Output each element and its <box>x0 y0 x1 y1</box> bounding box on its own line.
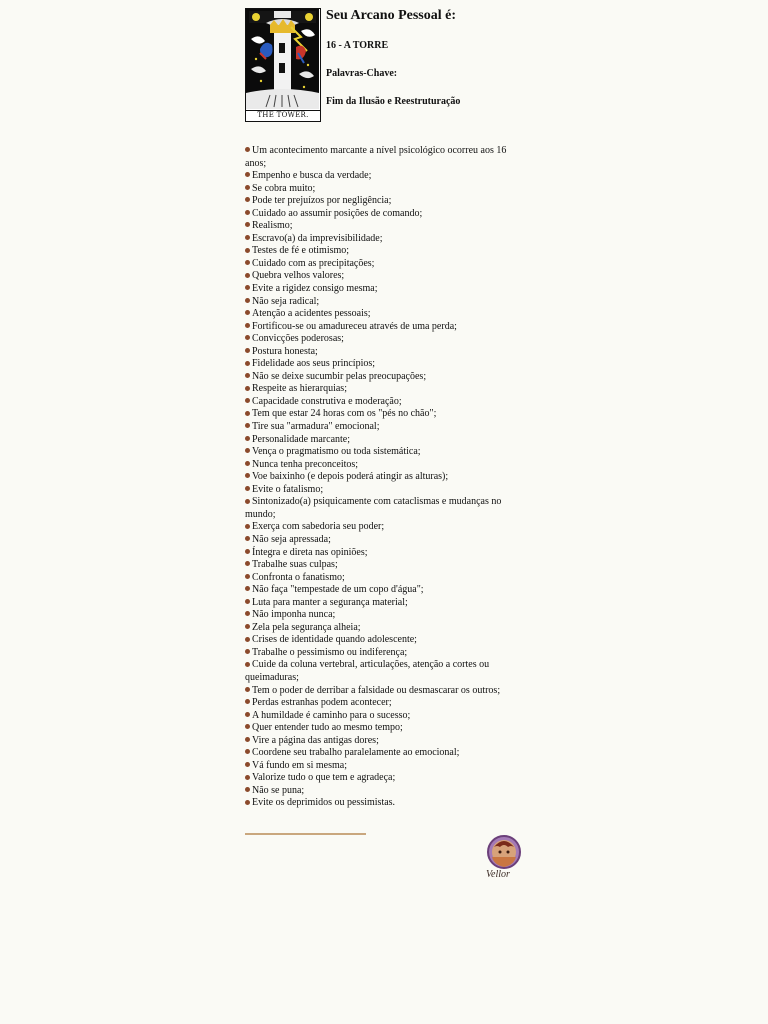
bullet-icon <box>245 222 250 227</box>
list-item-text: Voe baixinho (e depois poderá atingir as alturas); <box>252 471 449 483</box>
bullet-icon <box>245 712 250 717</box>
list-item-text: Não se puna; <box>252 784 305 796</box>
bullet-icon <box>245 473 250 478</box>
list-item <box>245 308 525 321</box>
list-item-text: Personalidade marcante; <box>252 433 351 445</box>
bullet-icon <box>245 687 250 692</box>
list-item <box>245 785 525 798</box>
list-item <box>245 183 525 196</box>
list-item-text: Um acontecimento marcante a nível psicológico ocorreu aos 16 anos; <box>245 145 507 169</box>
bullet-icon <box>245 323 250 328</box>
list-item-text: Fortificou-se ou amadureceu através de uma perda; <box>252 320 457 332</box>
list-item <box>245 396 525 409</box>
list-item <box>245 471 525 484</box>
bullet-icon <box>245 348 250 353</box>
bullet-icon <box>245 800 250 805</box>
header <box>326 8 460 124</box>
bullet-icon <box>245 185 250 190</box>
list-item-text: Evite os deprimidos ou pessimistas. <box>252 797 396 809</box>
list-item-text: Não seja apressada; <box>252 533 331 545</box>
bullet-icon <box>245 775 250 780</box>
bullet-icon <box>245 260 250 265</box>
bullet-icon <box>245 436 250 441</box>
bullet-icon <box>245 398 250 403</box>
bullet-icon <box>245 499 250 504</box>
list-item <box>245 459 525 472</box>
list-item-text: Não se deixe sucumbir pelas preocupações; <box>252 370 427 382</box>
list-item <box>245 772 525 785</box>
bullet-icon <box>245 561 250 566</box>
list-item-text: Tire sua "armadura" emocional; <box>252 421 380 433</box>
list-item-text: Exerça com sabedoria seu poder; <box>252 521 385 533</box>
list-item-text: Postura honesta; <box>252 345 318 357</box>
list-item-text: Atenção a acidentes pessoais; <box>252 308 371 320</box>
list-item-text: Empenho e busca da verdade; <box>252 170 372 182</box>
keywords-label: Palavras-Chave: <box>326 68 398 79</box>
bullet-icon <box>245 461 250 466</box>
list-item-text: Realismo; <box>252 220 293 232</box>
list-item-text: Não seja radical; <box>252 295 320 307</box>
list-item-text: Sintonizado(a) psiquicamente com cataclismas e mudanças no mundo; <box>245 496 502 520</box>
list-item-text: Respeite as hierarquias; <box>252 383 347 395</box>
list-item <box>245 609 525 622</box>
list-item-text: Não faça "tempestade de um copo d'água"; <box>252 584 424 596</box>
traits-list <box>245 145 525 810</box>
list-item <box>245 333 525 346</box>
list-item <box>245 797 525 810</box>
list-item <box>245 296 525 309</box>
bullet-icon <box>245 749 250 754</box>
page-title: Seu Arcano Pessoal é: <box>326 8 457 23</box>
bullet-icon <box>245 411 250 416</box>
list-item <box>245 521 525 534</box>
logo-signature: Vellor <box>486 869 510 880</box>
bullet-icon <box>245 762 250 767</box>
bullet-icon <box>245 335 250 340</box>
bullet-icon <box>245 285 250 290</box>
list-item <box>245 622 525 635</box>
bullet-icon <box>245 448 250 453</box>
list-item <box>245 547 525 560</box>
list-item-text: Vire a página das antigas dores; <box>252 734 379 746</box>
bullet-icon <box>245 373 250 378</box>
list-item-text: Trabalhe o pessimismo ou indiferença; <box>252 646 408 658</box>
list-item-text: Luta para manter a segurança material; <box>252 596 408 608</box>
list-item-text: Tem que estar 24 horas com os "pés no chão"; <box>252 408 437 420</box>
divider <box>245 833 366 835</box>
list-item <box>245 647 525 660</box>
list-item-text: Vença o pragmatismo ou toda sistemática; <box>252 446 421 458</box>
list-item <box>245 446 525 459</box>
vellor-seal-icon <box>484 835 524 871</box>
bullet-icon <box>245 248 250 253</box>
list-item-text: Pode ter prejuízos por negligência; <box>252 195 392 207</box>
list-item-text: Se cobra muito; <box>252 182 316 194</box>
card-title: THE TOWER. <box>246 110 320 120</box>
bullet-icon <box>245 273 250 278</box>
list-item <box>245 484 525 497</box>
list-item-text: A humildade é caminho para o sucesso; <box>252 709 411 721</box>
list-item <box>245 145 525 170</box>
list-item-text: Cuidado com as precipitações; <box>252 257 375 269</box>
list-item <box>245 572 525 585</box>
keywords: Fim da Ilusão e Reestruturação <box>326 96 461 107</box>
list-item <box>245 685 525 698</box>
list-item <box>245 358 525 371</box>
list-item-text: Valorize tudo o que tem e agradeça; <box>252 772 396 784</box>
bullet-icon <box>245 423 250 428</box>
list-item-text: Quebra velhos valores; <box>252 270 345 282</box>
tower-illustration <box>246 9 319 109</box>
list-item <box>245 170 525 183</box>
bullet-icon <box>245 574 250 579</box>
bullet-icon <box>245 662 250 667</box>
list-item-text: Cuidado ao assumir posições de comando; <box>252 207 423 219</box>
list-item-text: Escravo(a) da imprevisibilidade; <box>252 232 383 244</box>
list-item <box>245 747 525 760</box>
bullet-icon <box>245 724 250 729</box>
list-item-text: Tem o poder de derribar a falsidade ou desmascarar os outros; <box>252 684 501 696</box>
list-item <box>245 597 525 610</box>
bullet-icon <box>245 298 250 303</box>
list-item <box>245 408 525 421</box>
list-item <box>245 559 525 572</box>
bullet-icon <box>245 310 250 315</box>
bullet-icon <box>245 637 250 642</box>
bullet-icon <box>245 549 250 554</box>
list-item <box>245 534 525 547</box>
bullet-icon <box>245 624 250 629</box>
list-item <box>245 760 525 773</box>
bullet-icon <box>245 172 250 177</box>
list-item <box>245 346 525 359</box>
list-item-text: Capacidade construtiva e moderação; <box>252 395 402 407</box>
bullet-icon <box>245 586 250 591</box>
bullet-icon <box>245 361 250 366</box>
list-item-text: Convicções poderosas; <box>252 333 344 345</box>
list-item-text: Perdas estranhas podem acontecer; <box>252 697 392 709</box>
list-item-text: Crises de identidade quando adolescente; <box>252 634 417 646</box>
bullet-icon <box>245 486 250 491</box>
list-item-text: Nunca tenha preconceitos; <box>252 458 359 470</box>
list-item-text: Zela pela segurança alheia; <box>252 621 361 633</box>
list-item <box>245 421 525 434</box>
list-item <box>245 722 525 735</box>
bullet-icon <box>245 737 250 742</box>
list-item <box>245 321 525 334</box>
list-item-text: Coordene seu trabalho paralelamente ao emocional; <box>252 747 460 759</box>
bullet-icon <box>245 599 250 604</box>
list-item <box>245 434 525 447</box>
list-item <box>245 634 525 647</box>
list-item-text: Confronta o fanatismo; <box>252 571 345 583</box>
list-item <box>245 496 525 521</box>
list-item-text: Cuide da coluna vertebral, articulações, atenção a cortes ou queimaduras; <box>245 659 490 683</box>
list-item <box>245 195 525 208</box>
list-item-text: Quer entender tudo ao mesmo tempo; <box>252 722 403 734</box>
list-item <box>245 383 525 396</box>
bullet-icon <box>245 699 250 704</box>
list-item <box>245 270 525 283</box>
list-item-text: Testes de fé e otimismo; <box>252 245 350 257</box>
tower-card-image <box>245 8 321 122</box>
list-item-text: Não imponha nunca; <box>252 609 336 621</box>
list-item <box>245 245 525 258</box>
list-item <box>245 710 525 723</box>
list-item <box>245 258 525 271</box>
bullet-icon <box>245 536 250 541</box>
bullet-icon <box>245 787 250 792</box>
list-item <box>245 208 525 221</box>
list-item <box>245 233 525 246</box>
list-item <box>245 735 525 748</box>
bullet-icon <box>245 611 250 616</box>
bullet-icon <box>245 649 250 654</box>
bullet-icon <box>245 147 250 152</box>
list-item-text: Vá fundo em si mesma; <box>252 759 347 771</box>
list-item <box>245 220 525 233</box>
list-item <box>245 697 525 710</box>
bullet-icon <box>245 235 250 240</box>
list-item <box>245 283 525 296</box>
arcano-name: 16 - A TORRE <box>326 40 389 51</box>
list-item-text: Trabalhe suas culpas; <box>252 559 338 571</box>
list-item-text: Evite a rigidez consigo mesma; <box>252 283 378 295</box>
bullet-icon <box>245 197 250 202</box>
list-item-text: Íntegra e direta nas opiniões; <box>252 546 368 558</box>
list-item <box>245 659 525 684</box>
bullet-icon <box>245 386 250 391</box>
list-item <box>245 584 525 597</box>
bullet-icon <box>245 524 250 529</box>
bullet-icon <box>245 210 250 215</box>
list-item-text: Fidelidade aos seus princípios; <box>252 358 376 370</box>
list-item <box>245 371 525 384</box>
list-item-text: Evite o fatalismo; <box>252 483 324 495</box>
